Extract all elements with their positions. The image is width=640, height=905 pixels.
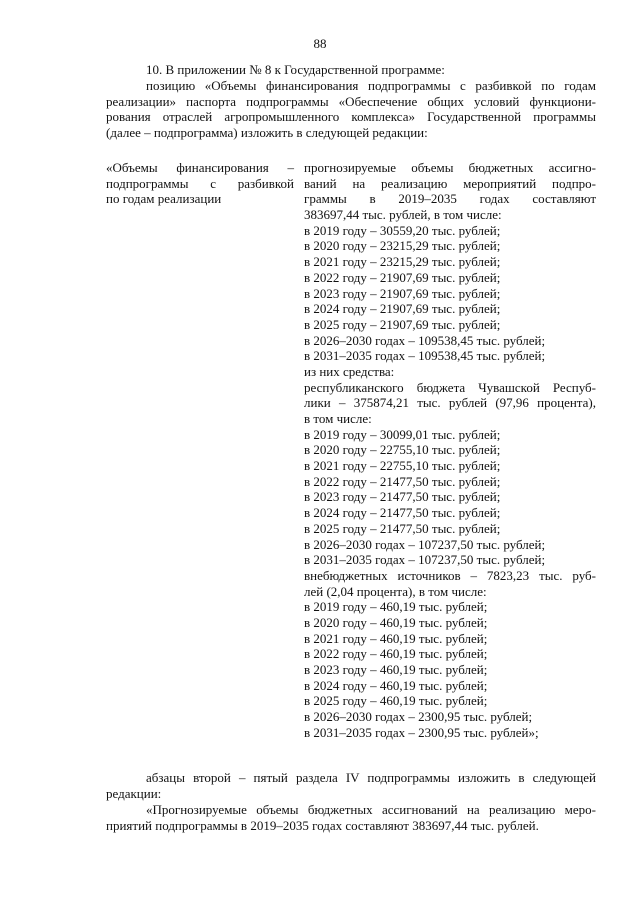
right-line: в 2020 году – 23215,29 тыс. рублей; [304,238,501,254]
right-line: из них средства: [304,363,395,379]
outro-line: редакции: [106,785,162,801]
outro-line: абзацы второй – пятый раздела IV подпрограммы изложить в следующей [146,770,596,785]
right-line: в 2025 году – 21907,69 тыс. рублей; [304,316,501,332]
quote-line: «Прогнозируемые объемы бюджетных ассигнований на реализацию меро- [146,802,596,817]
right-line: в 2023 году – 460,19 тыс. рублей; [304,662,488,677]
right-line: в 2021 году – 460,19 тыс. рублей; [304,630,488,646]
right-line: ваний на реализацию мероприятий подпро- [304,175,596,191]
left-line: «Объемы финансирования – [106,160,294,175]
right-line: в 2019 году – 460,19 тыс. рублей; [304,599,488,615]
right-line: в 2024 году – 21477,50 тыс. рублей; [304,505,501,521]
right-line: в 2025 году – 21477,50 тыс. рублей; [304,520,501,536]
right-line: в 2025 году – 460,19 тыс. рублей; [304,693,488,709]
right-line: в 2023 году – 21907,69 тыс. рублей; [304,285,501,301]
table-left-column [106,160,294,207]
quote-line: приятий подпрограммы в 2019–2035 годах составляют 383697,44 тыс. рублей. [106,817,539,833]
right-line: в 2031–2035 годах – 109538,45 тыс. рублей; [304,348,546,364]
right-line: в 2024 году – 21907,69 тыс. рублей; [304,301,501,317]
right-line: республиканского бюджета Чувашской Респуб- [304,379,596,395]
right-line: лики – 375874,21 тыс. рублей (97,96 процента), [304,395,596,411]
intro-heading: 10. В приложении № 8 к Государственной программе: [146,62,445,77]
right-line: в 2022 году – 21907,69 тыс. рублей; [304,269,501,285]
intro-paragraph [106,78,596,141]
right-line: в 2026–2030 годах – 2300,95 тыс. рублей; [304,709,533,725]
right-line: в 2031–2035 годах – 107237,50 тыс. рублей; [304,552,546,568]
right-line: прогнозируемые объемы бюджетных ассигно- [304,160,596,175]
right-line: в 2019 году – 30099,01 тыс. рублей; [304,426,501,442]
passport-table [106,160,596,760]
right-line: в 2031–2035 годах – 2300,95 тыс. рублей»; [304,724,539,740]
left-line: по годам реализации [106,191,222,207]
quote-paragraph [106,802,596,833]
right-line: в том числе: [304,411,372,426]
right-line: в 2021 году – 23215,29 тыс. рублей; [304,254,501,270]
right-line: в 2024 году – 460,19 тыс. рублей; [304,677,488,693]
left-line: подпрограммы с разбивкой [106,175,294,191]
right-line: в 2023 году – 21477,50 тыс. рублей; [304,489,501,505]
right-line: в 2026–2030 годах – 109538,45 тыс. рублей; [304,332,546,348]
table-right-column [304,160,596,740]
outro-paragraph [106,770,596,801]
right-line: в 2026–2030 годах – 107237,50 тыс. рублей; [304,536,546,552]
intro-line: рования отраслей агропромышленного комплекса» Государственной программы [106,109,596,125]
right-line: внебюджетных источников – 7823,23 тыс. руб- [304,567,596,583]
intro-line: реализации» паспорта подпрограммы «Обеспечение общих условий функциони- [106,93,596,109]
right-line: в 2022 году – 460,19 тыс. рублей; [304,646,488,662]
right-line: в 2020 году – 460,19 тыс. рублей; [304,614,488,630]
right-line: 383697,44 тыс. рублей, в том числе: [304,207,502,223]
right-line: граммы в 2019–2035 годах составляют [304,191,596,207]
right-line: в 2019 году – 30559,20 тыс. рублей; [304,222,501,238]
intro-line: (далее – подпрограмма) изложить в следующей редакции: [106,125,428,141]
right-line: в 2022 году – 21477,50 тыс. рублей; [304,473,501,489]
right-line: в 2021 году – 22755,10 тыс. рублей; [304,458,501,474]
right-line: лей (2,04 процента), в том числе: [304,583,487,599]
right-line: в 2020 году – 22755,10 тыс. рублей; [304,442,501,458]
intro-line: позицию «Объемы финансирования подпрограммы с разбивкой по годам [146,78,596,93]
page-number: 88 [313,36,327,51]
